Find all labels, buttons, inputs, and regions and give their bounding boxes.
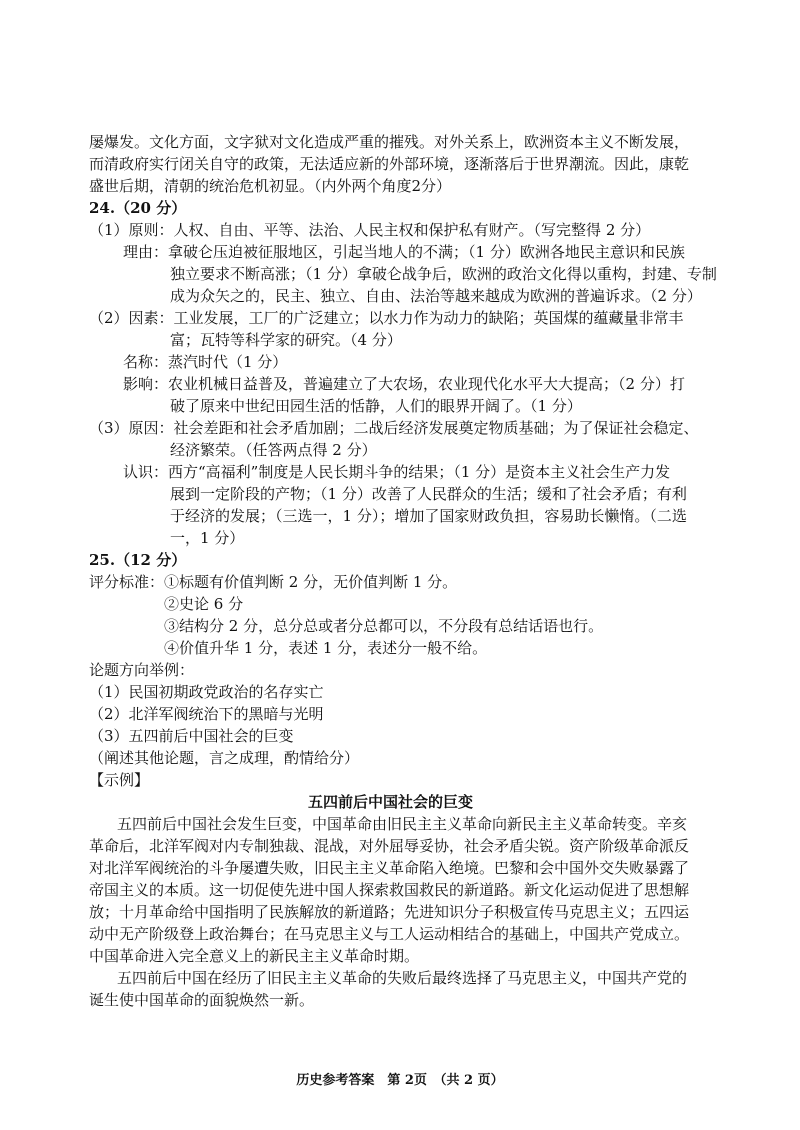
text-line: 中国革命进入完全意义上的新民主主义革命时期。: [89, 947, 420, 965]
text-line: （2）因素：工业发展，工厂的广泛建立；以水力作为动力的缺陷；英国煤的蕴藏量非常丰: [89, 309, 684, 327]
text-line: ②史论 6 分: [164, 595, 244, 613]
text-line: 盛世后期，清朝的统治危机初显。（内外两个角度2分）: [89, 177, 452, 195]
text-line: ④价值升华 1 分，表述 1 分，表述分一般不给。: [164, 639, 488, 657]
text-line: 评分标准：①标题有价值判断 2 分，无价值判断 1 分。: [89, 573, 458, 591]
text-line: （阐述其他论题，言之成理，酌情给分）: [89, 749, 360, 767]
text-line: 成为众矢之的，民主、独立、自由、法治等越来越成为欧洲的普遍诉求。（2 分）: [170, 287, 702, 305]
text-line: 一，1 分）: [170, 529, 245, 547]
text-line: （3）原因：社会差距和社会矛盾加剧；二战后经济发展奠定物质基础；为了保证社会稳定、: [89, 419, 699, 437]
text-line: 认识：西方“高福利”制度是人民长期斗争的结果；（1 分）是资本主义社会生产力发: [123, 463, 671, 481]
text-line: 对北洋军阀统治的斗争屡遭失败，旧民主主义革命陷入绝境。巴黎和会中国外交失败暴露了: [89, 859, 690, 877]
question-25-header: 25.（12 分）: [89, 551, 187, 569]
text-line: 动中无产阶级登上政治舞台；在马克思主义与工人运动相结合的基础上，中国共产党成立。: [89, 925, 690, 943]
text-line: 五四前后中国社会发生巨变，中国革命由旧民主主义革命向新民主主义革命转变。辛亥: [117, 815, 688, 833]
text-line: （1）原则：人权、自由、平等、法治、人民主权和保护私有财产。（写完整得 2 分）: [89, 221, 651, 239]
text-line: 五四前后中国在经历了旧民主主义革命的失败后最终选择了马克思主义，中国共产党的: [117, 969, 688, 987]
text-line: 影响：农业机械日益普及，普遍建立了大农场，农业现代化水平大大提高；（2 分）打: [123, 375, 685, 393]
text-line: 论题方向举例：: [89, 661, 195, 679]
text-line: 经济繁荣。（任答两点得 2 分）: [170, 441, 377, 459]
text-line: 革命后，北洋军阀对内专制独裁、混战，对外屈辱妥协，社会矛盾尖锐。资产阶级革命派反: [89, 837, 690, 855]
text-line: 破了原来中世纪田园生活的恬静，人们的眼界开阔了。（1 分）: [170, 397, 582, 415]
text-line: （2）北洋军阀统治下的黑暗与光明: [89, 705, 324, 723]
text-line: 展到一定阶段的产物；（1 分）改善了人民群众的生活；缓和了社会矛盾；有利: [170, 485, 687, 503]
text-line: ③结构分 2 分，总分总或者分总都可以，不分段有总结话语也行。: [164, 617, 604, 635]
text-line: 富；瓦特等科学家的研究。（4 分）: [170, 331, 402, 349]
text-line: （3）五四前后中国社会的巨变: [89, 727, 294, 745]
text-line: 放；十月革命给中国指明了民族解放的新道路；先进知识分子积极宣传马克思主义；五四运: [89, 903, 690, 921]
text-line: 独立要求不断高涨；（1 分）拿破仑战争后，欧洲的政治文化得以重构，封建、专制: [170, 265, 717, 283]
text-line: （1）民国初期政党政治的名存实亡: [89, 683, 324, 701]
text-line: 【示例】: [89, 771, 150, 789]
question-24-header: 24.（20 分）: [89, 199, 187, 217]
text-line: 名称：蒸汽时代（1 分）: [123, 353, 288, 371]
text-line: 屡爆发。文化方面，文字狱对文化造成严重的摧残。对外关系上，欧洲资本主义不断发展，: [89, 133, 690, 151]
text-line: 而清政府实行闭关自守的政策，无法适应新的外部环境，逐渐落后于世界潮流。因此，康乾: [89, 155, 690, 173]
page-footer: 历史参考答案 第 2页 （共 2 页）: [296, 1073, 504, 1088]
essay-title: 五四前后中国社会的巨变: [308, 793, 474, 811]
text-line: 理由：拿破仑压迫被征服地区，引起当地人的不满；（1 分）欧洲各地民主意识和民族: [123, 243, 685, 261]
text-line: 帝国主义的本质。这一切促使先进中国人探索救国救民的新道路。新文化运动促进了思想解: [89, 881, 690, 899]
text-line: 于经济的发展；（三选一，1 分）；增加了国家财政负担，容易助长懒惰。（二选: [170, 507, 687, 525]
text-line: 诞生使中国革命的面貌焕然一新。: [89, 991, 315, 1009]
